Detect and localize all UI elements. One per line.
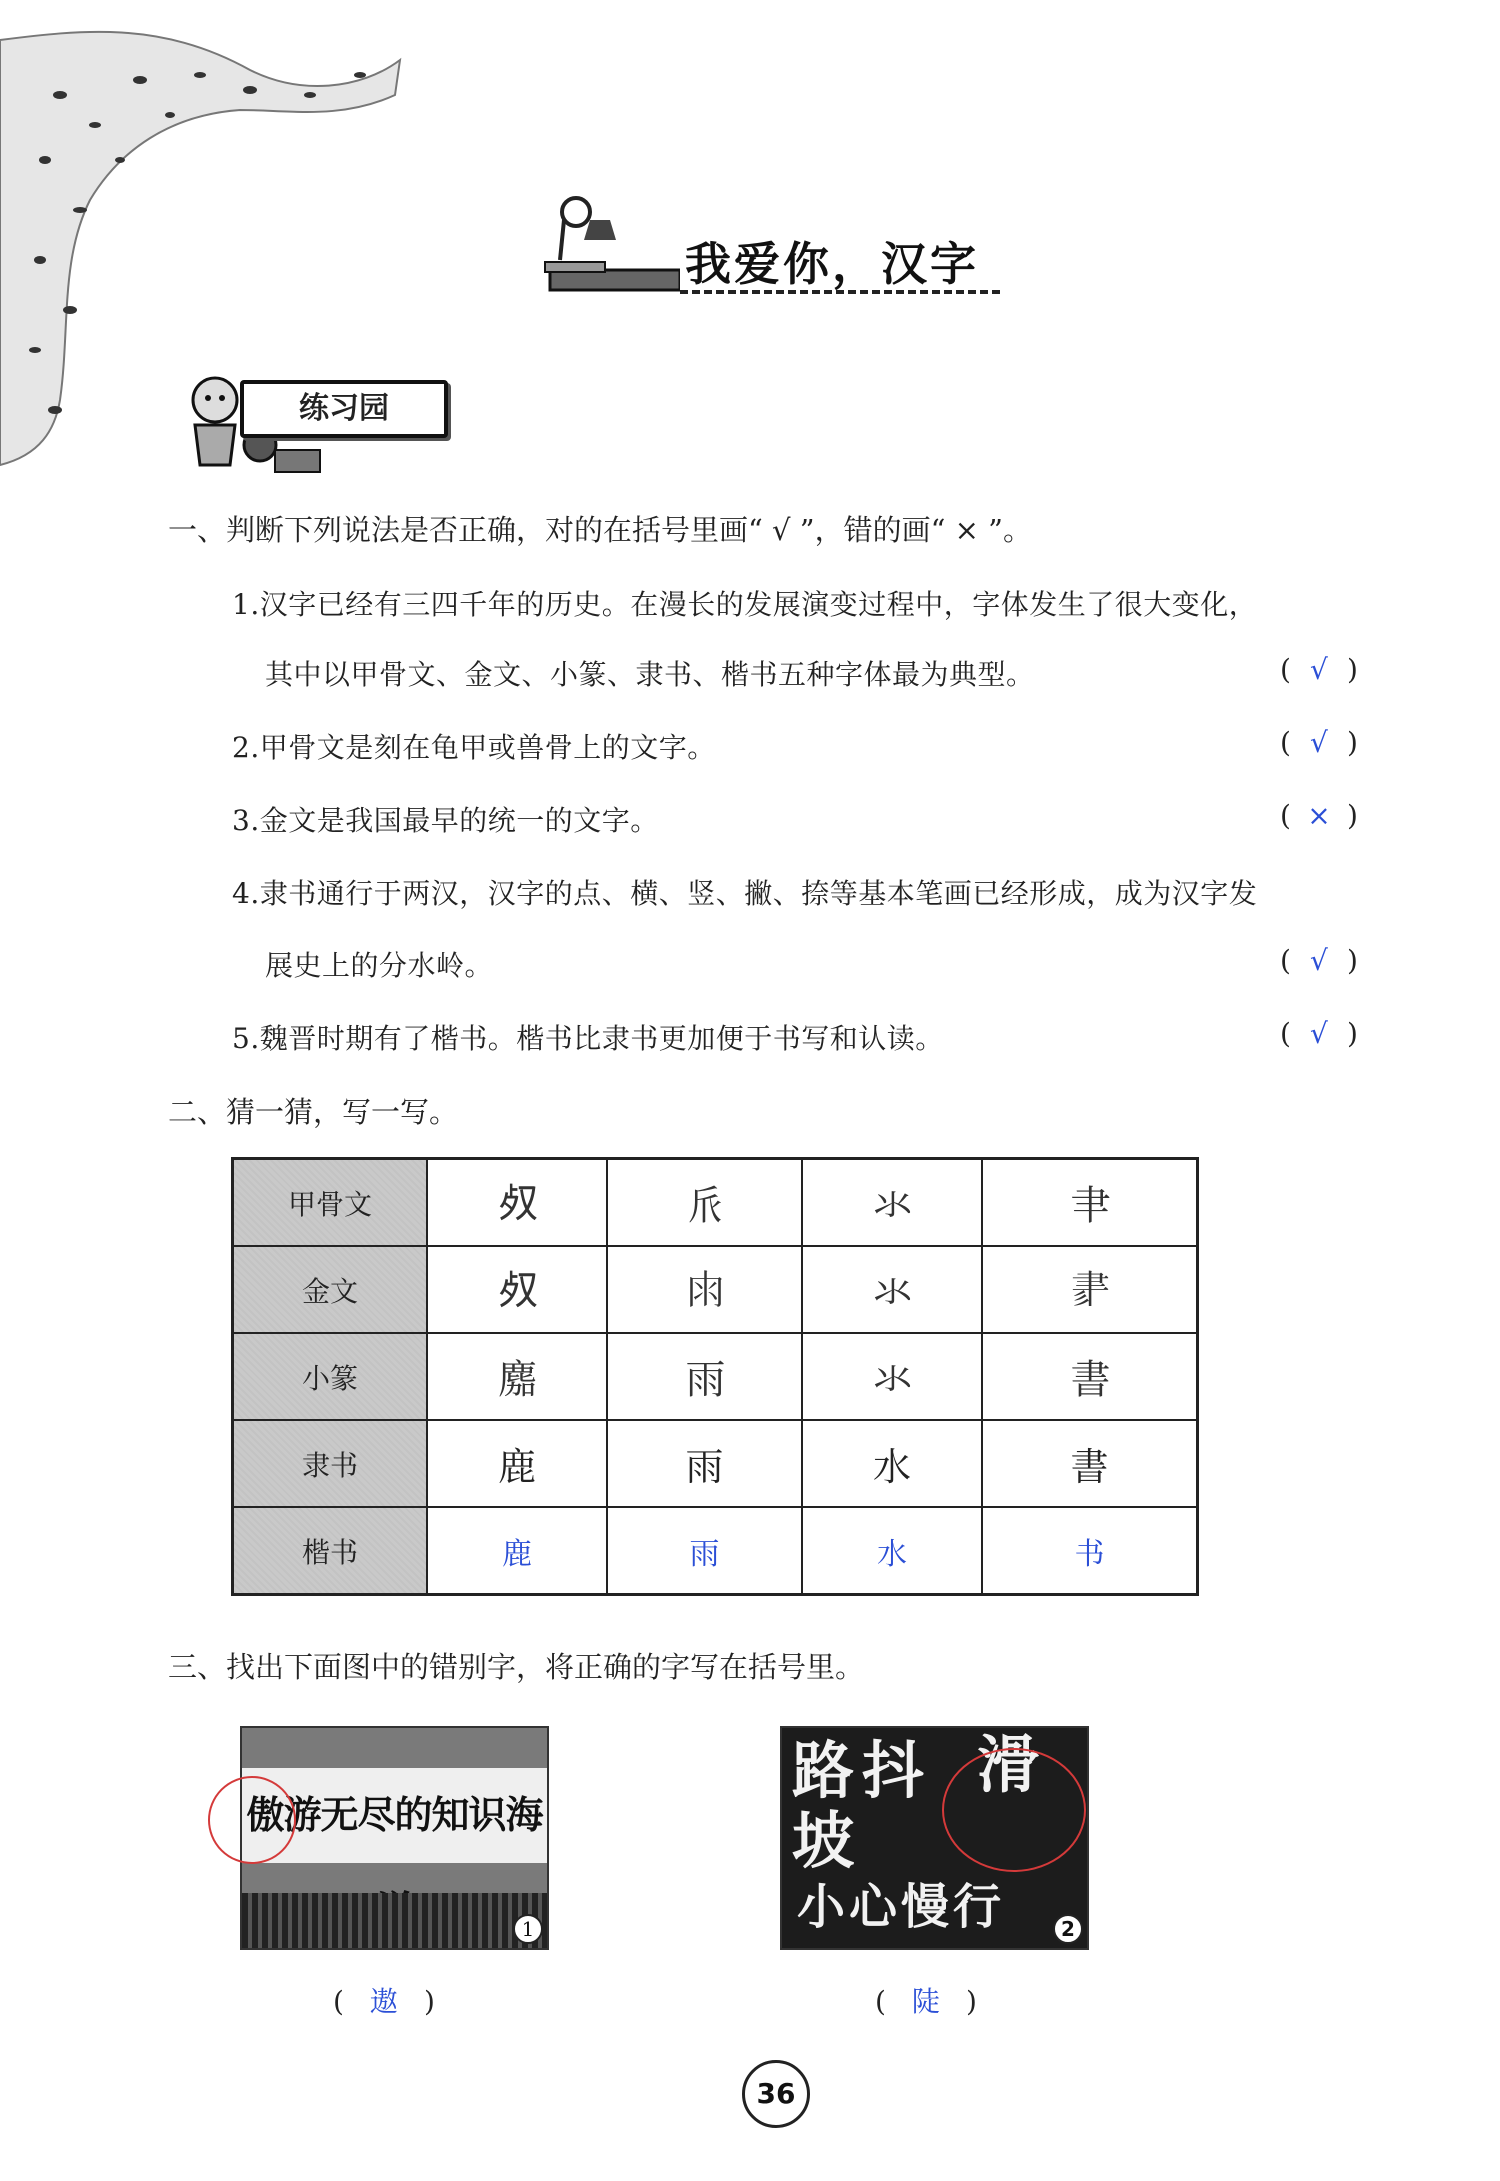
q1-item-3-answer: ( × ) [1280, 799, 1358, 832]
banner-text: 傲游无尽的知识海 [242, 1768, 547, 1863]
table-cell: 氺 [802, 1333, 982, 1420]
row-label: 金文 [233, 1246, 428, 1333]
table-cell: 鹿 [427, 1420, 607, 1507]
q1-item-5-answer: ( √ ) [1280, 1017, 1358, 1050]
sign-char: 坡 [792, 1804, 855, 1877]
q1-item-4-line2: 展史上的分水岭。 [265, 949, 494, 982]
photo-road-sign [780, 1726, 1089, 1950]
answer-mark: √ [1310, 653, 1328, 686]
sign-char: 滑 [977, 1728, 1040, 1801]
row-label: 甲骨文 [233, 1159, 428, 1247]
photo-number: 2 [1053, 1914, 1083, 1944]
photo-crowd [242, 1893, 547, 1948]
table-row [233, 1159, 1198, 1247]
title-underline [680, 290, 1000, 294]
lesson-title-block [540, 190, 1020, 300]
table-cell: 𣦼 [427, 1246, 607, 1333]
desk-lamp-icon [540, 190, 680, 300]
q1-item-2-answer: ( √ ) [1280, 726, 1358, 759]
lesson-title: 我爱你，汉字 [685, 237, 979, 291]
table-cell: 雨 [607, 1420, 802, 1507]
row-label: 楷书 [233, 1507, 428, 1595]
q1-item-1-line2: 其中以甲骨文、金文、小篆、隶书、楷书五种字体最为典型。 [265, 658, 1035, 691]
photo-banner-sign [240, 1726, 549, 1950]
answer-cell: 鹿 [427, 1507, 607, 1595]
q2-heading: 二、猜一猜，写一写。 [168, 1095, 459, 1129]
table-cell: 水 [802, 1420, 982, 1507]
section-badge: 练习园 [240, 380, 448, 438]
table-cell: 𣦼 [427, 1159, 607, 1247]
answer-char: 陡 [911, 1985, 940, 2018]
table-cell: 𠂢 [607, 1159, 802, 1247]
q1-item-1-answer: ( √ ) [1280, 653, 1358, 686]
table-cell: 氺 [802, 1246, 982, 1333]
q3-answer-1: ( 遨 ) [333, 1980, 435, 2020]
photo-number: 1 [513, 1914, 543, 1944]
q3-answer-2: ( 陡 ) [875, 1980, 977, 2020]
q1-item-4-line1: 4.隶书通行于两汉，汉字的点、横、竖、撇、捺等基本笔画已经形成，成为汉字发 [232, 877, 1258, 910]
q1-item-2: 2.甲骨文是刻在龟甲或兽骨上的文字。 [232, 731, 716, 764]
q1-item-3: 3.金文是我国最早的统一的文字。 [232, 804, 659, 837]
answer-cell: 雨 [607, 1507, 802, 1595]
q3-heading: 三、找出下面图中的错别字，将正确的字写在括号里。 [168, 1650, 865, 1684]
table-cell: 書 [982, 1333, 1198, 1420]
answer-mark: √ [1310, 944, 1328, 977]
sign-char: 抖 [862, 1734, 925, 1807]
table-cell: 書 [982, 1420, 1198, 1507]
answer-mark: √ [1310, 726, 1328, 759]
q1-item-5: 5.魏晋时期有了楷书。楷书比隶书更加便于书写和认读。 [232, 1022, 944, 1055]
table-cell: 雨 [607, 1333, 802, 1420]
sign-char: 路 [792, 1734, 855, 1807]
row-label: 隶书 [233, 1420, 428, 1507]
answer-char: 遨 [369, 1985, 398, 2018]
table-row [233, 1507, 1198, 1595]
table-row [233, 1420, 1198, 1507]
table-cell: 氺 [802, 1159, 982, 1247]
table-row [233, 1333, 1198, 1420]
answer-mark: √ [1310, 1017, 1328, 1050]
row-label: 小篆 [233, 1333, 428, 1420]
table-row [233, 1246, 1198, 1333]
answer-cell: 书 [982, 1507, 1198, 1595]
page-number: 36 [742, 2060, 810, 2128]
table-cell: 𦘒 [982, 1159, 1198, 1247]
sign-slogan: 小心慢行 [797, 1879, 1006, 1935]
answer-mark: × [1307, 799, 1331, 832]
table-cell: 𠕒 [607, 1246, 802, 1333]
q1-heading: 一、判断下列说法是否正确，对的在括号里画“ √ ”，错的画“ × ”。 [168, 513, 1032, 547]
q1-item-1-line1: 1.汉字已经有三四千年的历史。在漫长的发展演变过程中，字体发生了很大变化， [232, 588, 1258, 621]
error-circle [208, 1776, 296, 1864]
answer-cell: 水 [802, 1507, 982, 1595]
error-circle [942, 1748, 1086, 1872]
q1-item-4-answer: ( √ ) [1280, 944, 1358, 977]
table-cell: 䴥 [427, 1333, 607, 1420]
script-evolution-table [231, 1157, 1199, 1596]
table-cell: 𦘔 [982, 1246, 1198, 1333]
